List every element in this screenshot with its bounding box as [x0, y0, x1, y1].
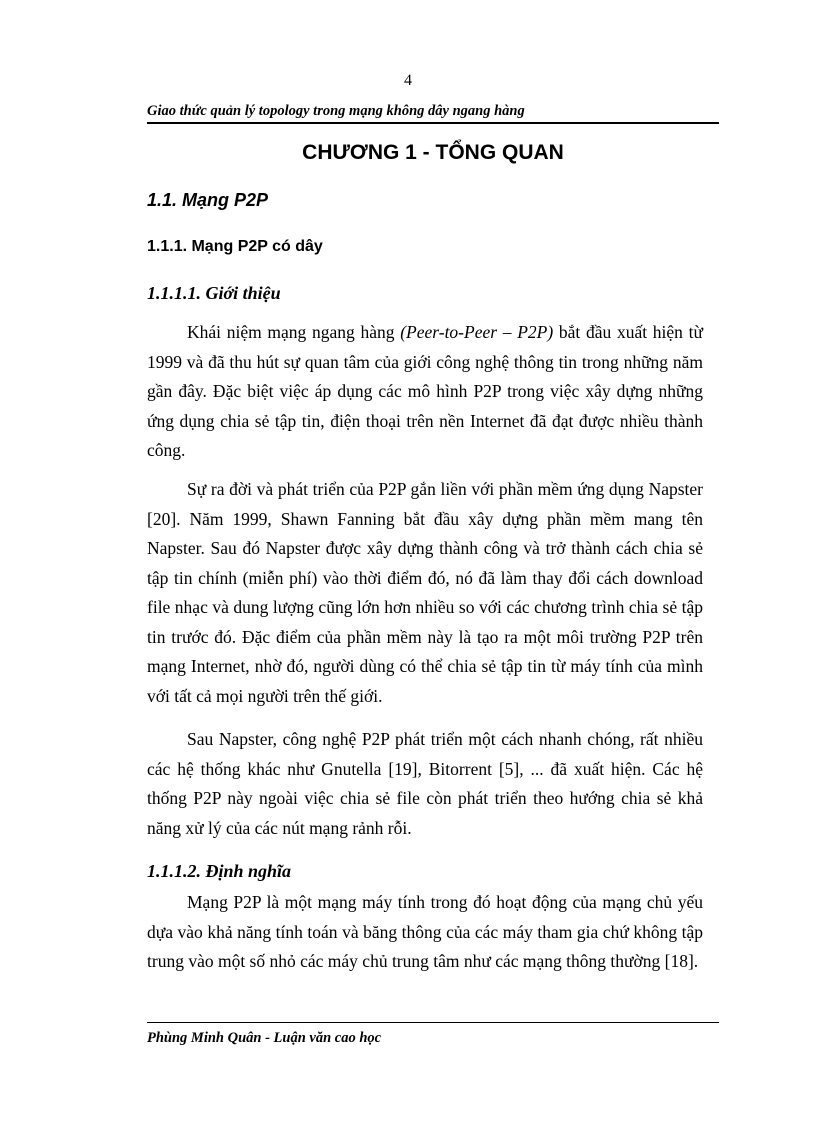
running-header: Giao thức quản lý topology trong mạng không dây ngang hàng	[147, 103, 719, 124]
definition-paragraph: Mạng P2P là một mạng máy tính trong đó hoạt động của mạng chủ yếu dựa vào khả năng tính toán và băng thông của các máy tham gia chứ không tập trung vào một số nhỏ các máy chủ trung tâm như các mạng thông thường [18].	[147, 892, 703, 971]
peer-to-peer-term: (Peer-to-Peer – P2P)	[400, 322, 554, 342]
section-heading-intro: 1.1.1.1. Giới thiệu	[147, 283, 281, 303]
section-heading-1-1-1: 1.1.1. Mạng P2P có dây	[147, 238, 323, 255]
intro-paragraph-2: Sự ra đời và phát triển của P2P gắn liền với phần mềm ứng dụng Napster [20]. Năm 1999, Shawn Fanning bắt đầu xây dựng phần mềm mang tên Napster. Sau đó Napster được xây dựng thành công và trở thành cách chia sẻ tập tin chính (miễn phí) vào thời điểm đó, nó đã làm thay đổi cách download file nhạc và dung lượng cũng lớn hơn nhiều so với các chương trình chia sẻ tập tin trước đó. Đặc điểm của phần mềm này là tạo ra một môi trường P2P trên mạng Internet, nhờ đó, người dùng có thể chia sẻ tập tin từ máy tính của mình với tất cả mọi người trên thế giới.	[147, 479, 703, 706]
intro-paragraph-3: Sau Napster, công nghệ P2P phát triển một cách nhanh chóng, rất nhiều các hệ thống khác như Gnutella [19], Bitorrent [5], ... đã xuất hiện. Các hệ thống P2P này ngoài việc chia sẻ file còn phát triển theo hướng chia sẻ khả năng xử lý của các nút mạng rảnh rỗi.	[147, 729, 703, 838]
section-heading-1-1: 1.1. Mạng P2P	[147, 190, 269, 210]
page-number: 4	[404, 72, 412, 89]
intro-paragraph-1-end: bắt đầu xuất hiện từ 1999 và đã thu hút sự quan tâm của giới công nghệ thông tin trong những năm gần đây. Đặc biệt việc áp dụng các mô hình P2P trong việc xây dựng những ứng dụng chia sẻ tập tin, điện thoại trên nền Internet đã đạt được nhiều thành công.	[147, 322, 703, 460]
footer-author: Phùng Minh Quân - Luận văn cao học	[147, 1030, 382, 1046]
section-heading-definition: 1.1.1.2. Định nghĩa	[147, 861, 292, 881]
footer-divider	[147, 1022, 719, 1023]
intro-paragraph-1	[147, 318, 703, 466]
chapter-title: CHƯƠNG 1 - TỔNG QUAN	[302, 141, 564, 164]
intro-paragraph-1-start: Khái niệm mạng ngang hàng	[187, 322, 401, 342]
